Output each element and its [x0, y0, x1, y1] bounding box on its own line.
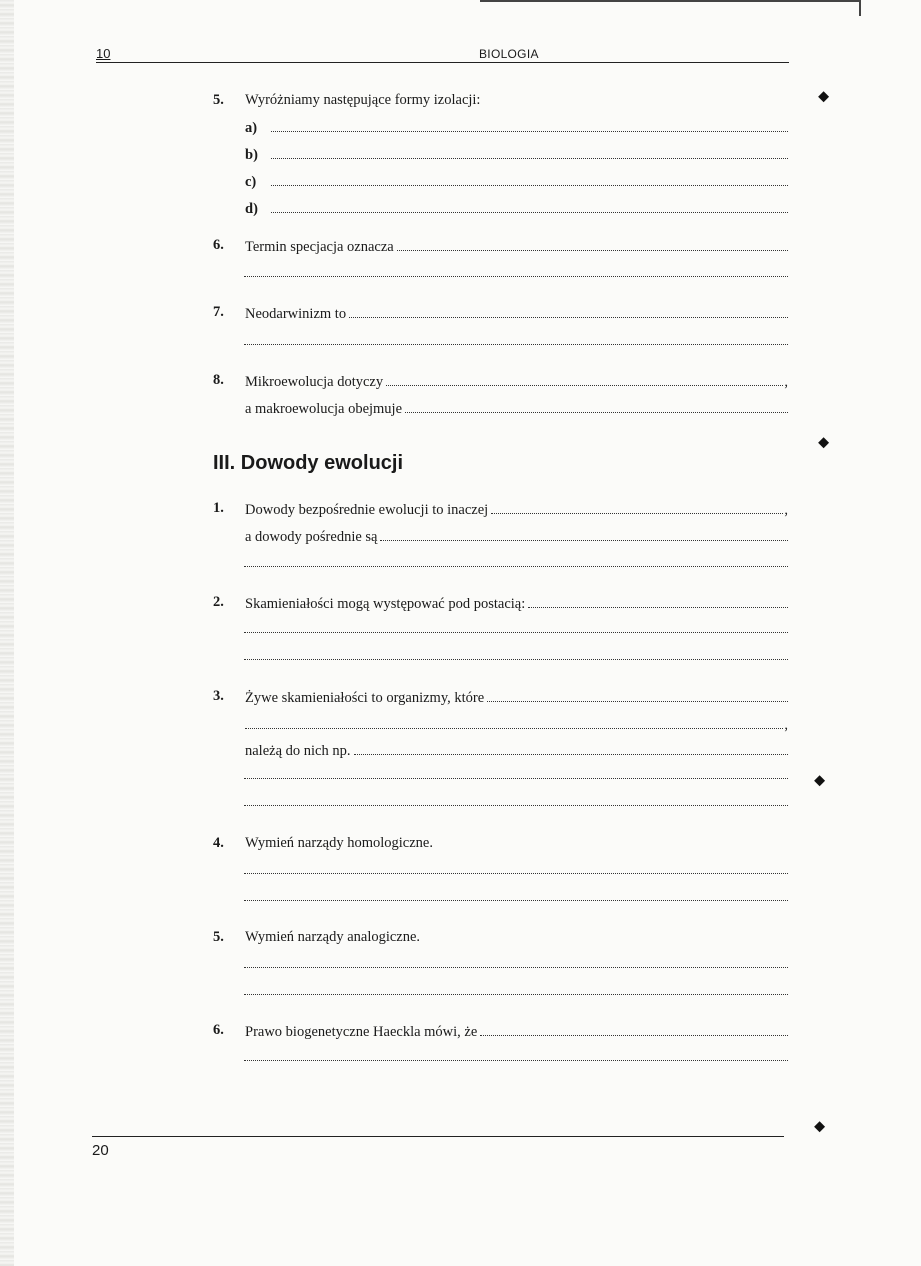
scan-mark-icon: ⬥ — [814, 770, 826, 789]
question-text: Mikroewolucja dotyczy — [245, 374, 384, 390]
question-iii-1 — [213, 500, 788, 545]
answer-blank[interactable] — [480, 1022, 788, 1036]
question-text-continued: a makroewolucja obejmuje — [245, 401, 403, 417]
answer-line[interactable] — [244, 804, 788, 806]
question-ii-6 — [213, 237, 788, 261]
question-number: 6. — [213, 237, 224, 253]
question-iii-3 — [213, 688, 788, 759]
question-text-continued: należą do nich np. — [245, 743, 351, 759]
scan-mark-icon: ⬥ — [818, 432, 830, 451]
option-label: b) — [245, 147, 258, 163]
question-number: 5. — [213, 92, 224, 108]
trailing-comma: , — [784, 717, 788, 733]
answer-blank[interactable] — [491, 500, 783, 514]
question-text: Dowody bezpośrednie ewolucji to inaczej — [245, 502, 489, 518]
answer-blank[interactable] — [271, 172, 788, 186]
question-ii-7 — [213, 304, 788, 328]
answer-line[interactable] — [244, 343, 788, 345]
answer-blank[interactable] — [380, 527, 788, 541]
question-text: Żywe skamieniałości to organizmy, które — [245, 690, 485, 706]
top-crop-tick — [859, 0, 861, 16]
trailing-comma: , — [784, 374, 788, 390]
answer-blank[interactable] — [271, 118, 788, 132]
answer-line[interactable] — [244, 275, 788, 277]
header-page-number: 10 — [96, 46, 111, 61]
answer-line[interactable] — [244, 565, 788, 567]
question-ii-5 — [213, 92, 788, 217]
question-number: 4. — [213, 835, 224, 851]
answer-blank[interactable] — [487, 688, 788, 702]
scan-edge-artifact — [0, 0, 14, 1266]
question-text: Wymień narządy homologiczne. — [245, 835, 433, 851]
question-ii-8 — [213, 372, 788, 417]
running-title: BIOLOGIA — [479, 47, 539, 61]
question-number: 5. — [213, 929, 224, 945]
option-label: c) — [245, 174, 257, 190]
scan-mark-icon: ⬥ — [814, 1116, 826, 1135]
answer-line[interactable] — [244, 777, 788, 779]
answer-line[interactable] — [244, 658, 788, 660]
page-header — [96, 46, 789, 63]
question-iii-4 — [213, 835, 788, 859]
question-text: Skamieniałości mogą występować pod postacią: — [245, 596, 526, 612]
answer-line[interactable] — [244, 872, 788, 874]
question-number: 8. — [213, 372, 224, 388]
question-number: 7. — [213, 304, 224, 320]
question-text: Neodarwinizm to — [245, 306, 347, 322]
question-text-continued: a dowody pośrednie są — [245, 529, 378, 545]
answer-blank[interactable] — [349, 304, 788, 318]
question-number: 2. — [213, 594, 224, 610]
answer-blank[interactable] — [245, 715, 783, 729]
question-text: Termin specjacja oznacza — [245, 239, 394, 255]
answer-blank[interactable] — [354, 741, 789, 755]
answer-blank[interactable] — [405, 399, 788, 413]
question-number: 1. — [213, 500, 224, 516]
footer-page-number: 20 — [92, 1142, 109, 1159]
answer-blank[interactable] — [397, 237, 788, 251]
answer-line[interactable] — [244, 899, 788, 901]
option-label: d) — [245, 201, 258, 217]
option-label: a) — [245, 120, 258, 136]
answer-blank[interactable] — [271, 199, 788, 213]
question-number: 6. — [213, 1022, 224, 1038]
question-text: Prawo biogenetyczne Haeckla mówi, że — [245, 1024, 478, 1040]
footer-rule — [92, 1136, 784, 1137]
top-crop-line — [480, 0, 860, 2]
answer-line[interactable] — [244, 1059, 788, 1061]
answer-line[interactable] — [244, 631, 788, 633]
trailing-comma: , — [784, 502, 788, 518]
question-text: Wymień narządy analogiczne. — [245, 929, 421, 945]
answer-line[interactable] — [244, 993, 788, 995]
question-iii-5 — [213, 929, 788, 953]
question-iii-6 — [213, 1022, 788, 1046]
question-number: 3. — [213, 688, 224, 704]
question-text: Wyróżniamy następujące formy izolacji: — [245, 92, 481, 108]
scan-mark-icon: ⬥ — [818, 86, 830, 105]
answer-line[interactable] — [244, 966, 788, 968]
question-iii-2 — [213, 594, 788, 618]
answer-blank[interactable] — [271, 145, 788, 159]
section-title: III. Dowody ewolucji — [213, 452, 404, 474]
answer-blank[interactable] — [386, 372, 783, 386]
answer-blank[interactable] — [528, 594, 788, 608]
